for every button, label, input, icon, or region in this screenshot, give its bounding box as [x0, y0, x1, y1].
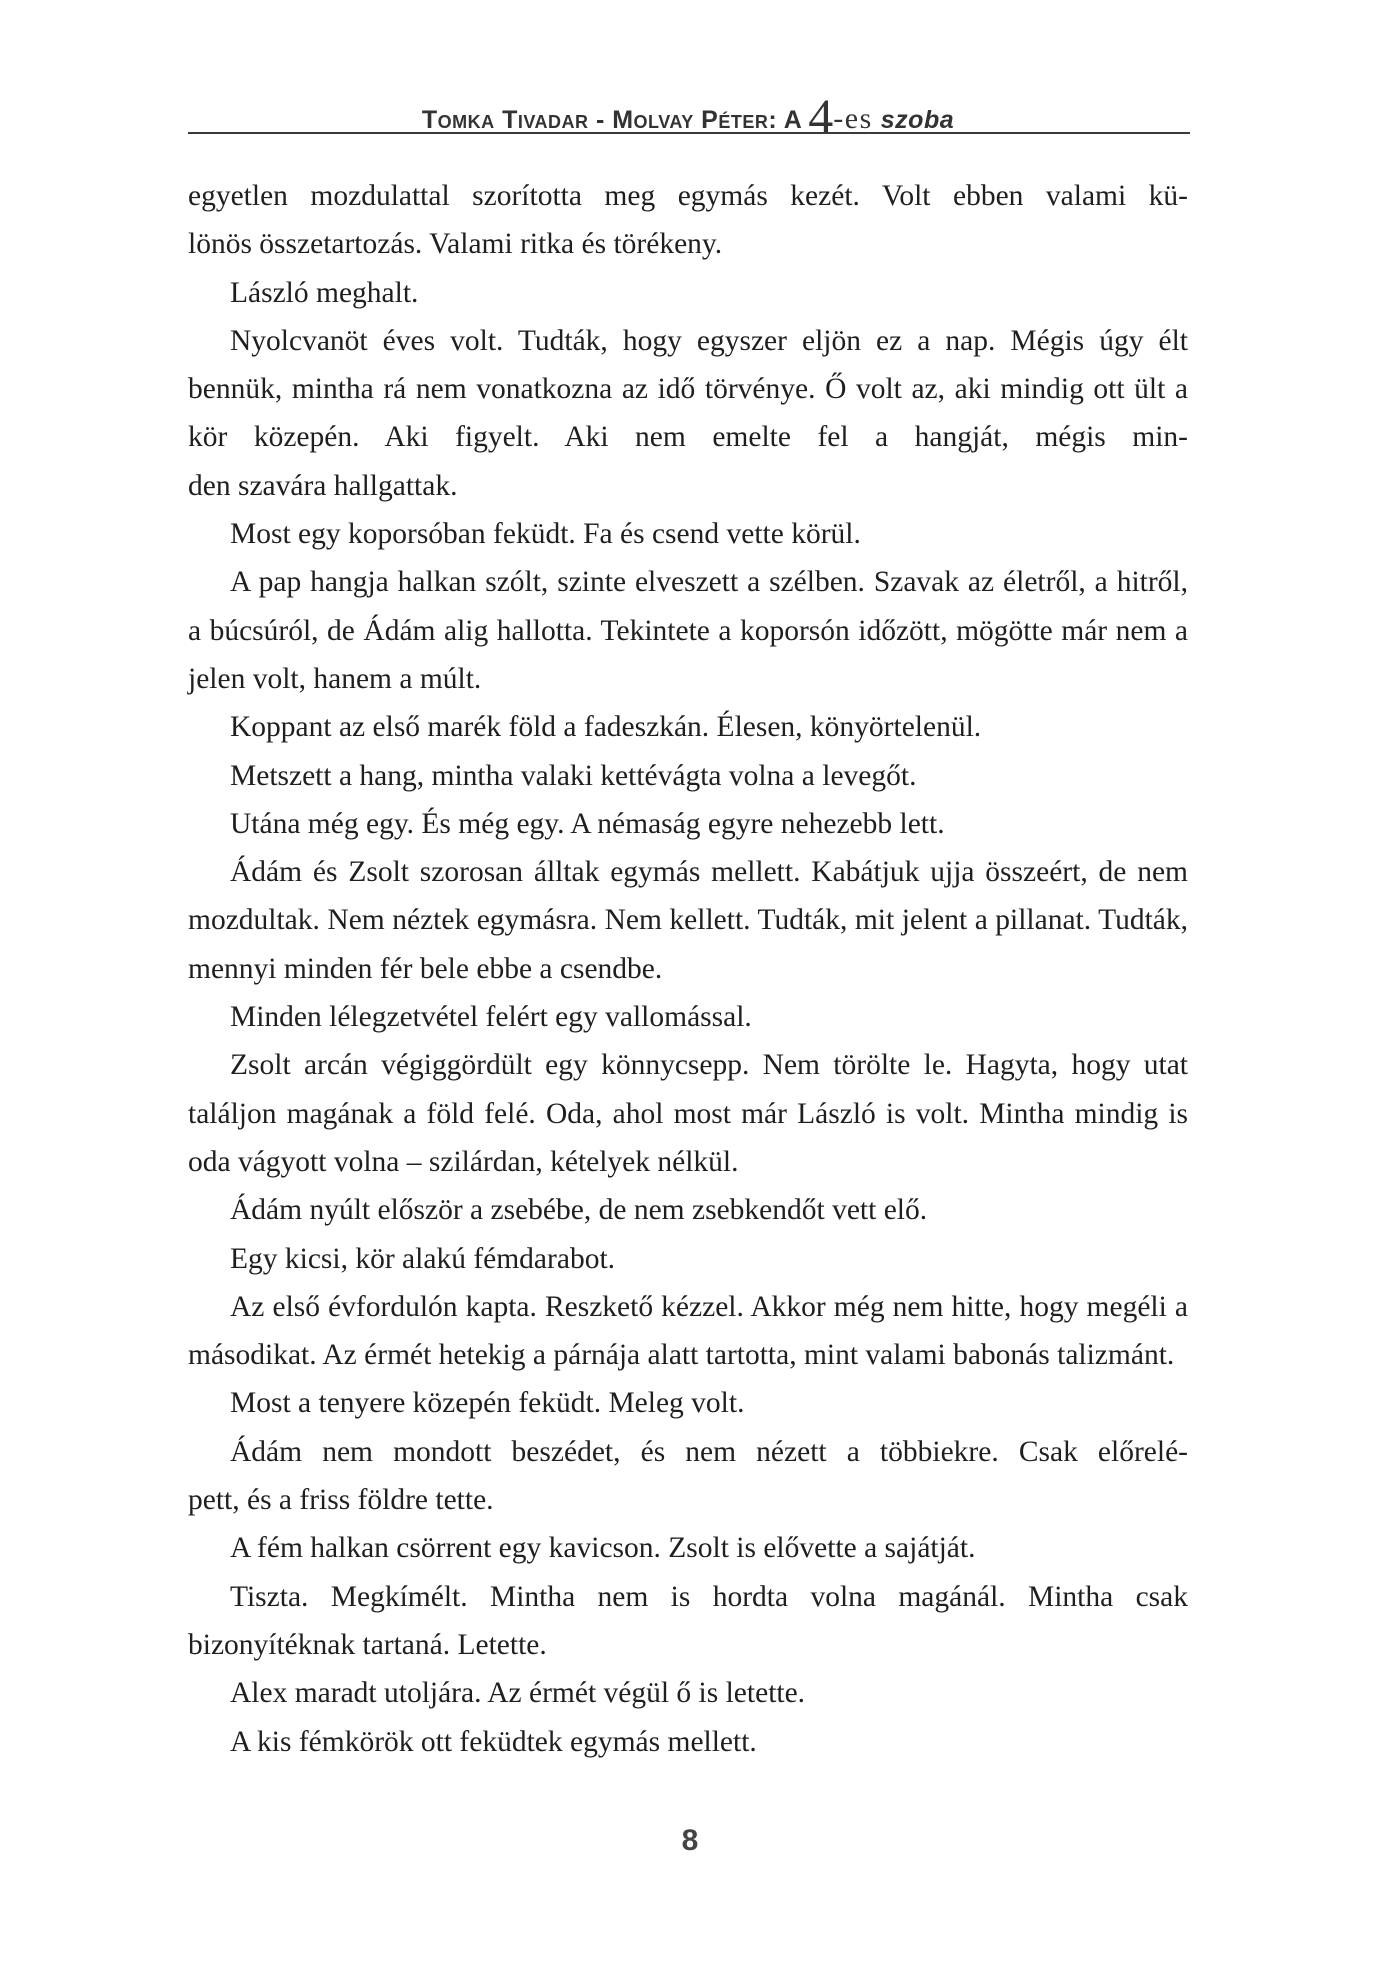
paragraph: Most egy koporsóban feküdt. Fa és csend vette körül.	[230, 518, 861, 551]
paragraph: Ádám nyúlt először a zsebébe, de nem zsebkendőt vett elő.	[230, 1194, 928, 1227]
header-title-word: szoba	[880, 106, 955, 134]
paragraph: László meghalt.	[230, 276, 419, 309]
paragraph: Nyolcvanöt éves volt. Tudták, hogy egyszer eljön ez a nap. Mégis úgy élt bennük, mintha rá nem vonatkozna az idő törvénye. Ő volt az, aki mindig ott ült a kör közepén. Aki figyelt. Aki nem emelte fel a hangját, mégis min-	[188, 324, 1188, 454]
paragraph: egyetlen mozdulattal szorította meg egymás kezét. Volt ebben valami kü-	[188, 180, 1188, 212]
paragraph: A pap hangja halkan szólt, szinte elveszett a szélben. Szavak az életről, a hitről, a búcsúról, de Ádám alig hallotta. Tekintete a koporsón időzött, mögötte már nem a jelen volt, hanem a múlt.	[188, 566, 1188, 695]
page-body	[188, 172, 1188, 1766]
paragraph: Tiszta. Megkímélt. Mintha nem is hordta volna magánál. Mintha csak bizonyítéknak tartaná. Letette.	[188, 1580, 1188, 1661]
header-title-article: A	[783, 106, 803, 134]
paragraph: Egy kicsi, kör alakú fémdarabot.	[230, 1242, 616, 1275]
paragraph: Zsolt arcán végiggördült egy könnycsepp. Nem törölte le. Hagyta, hogy utat találjon magának a föld felé. Oda, ahol most már László is volt. Mintha mindig is oda vágyott volna – szilárdan, kételyek nélkül.	[188, 1049, 1188, 1178]
paragraph: Ádám nem mondott beszédet, és nem nézett a többiekre. Csak előrelé-	[230, 1435, 1188, 1468]
paragraph: Ádám és Zsolt szorosan álltak egymás mellett. Kabátjuk ujja összeért, de nem mozdultak. Nem néztek egymásra. Nem kellett. Tudták, mit jelent a pillanat. Tudták, mennyi minden fér bele ebbe a csendbe.	[188, 856, 1188, 985]
paragraph: Az első évfordulón kapta. Reszkető kézzel. Akkor még nem hitte, hogy megéli a másodikat. Az érmét hetekig a párnája alatt tartotta, mint valami babonás talizmánt.	[188, 1290, 1188, 1372]
paragraph: den szavára hallgattak.	[188, 469, 458, 502]
running-header	[188, 82, 1188, 144]
paragraph: pett, és a friss földre tette.	[188, 1484, 494, 1517]
paragraph: Minden lélegzetvétel felért egy vallomással.	[230, 1001, 752, 1034]
paragraph: Most a tenyere közepén feküdt. Meleg volt.	[230, 1387, 745, 1420]
paragraph: Metszett a hang, mintha valaki kettévágta volna a levegőt.	[230, 759, 917, 792]
paragraph: lönös összetartozás. Valami ritka és törékeny.	[188, 228, 723, 261]
page-number: 8	[681, 1824, 699, 1857]
header-title-suffix: -es	[833, 102, 873, 135]
header-title-number: 4	[808, 88, 834, 144]
paragraph: A kis fémkörök ott feküdtek egymás mellett.	[230, 1725, 757, 1758]
header-authors: Tomka Tivadar - Molvay Péter:	[421, 106, 778, 134]
paragraph: Utána még egy. És még egy. A némaság egyre nehezebb lett.	[230, 807, 945, 840]
paragraph: A fém halkan csörrent egy kavicson. Zsolt is elővette a sajátját.	[230, 1532, 976, 1565]
paragraph: Alex maradt utoljára. Az érmét végül ő is letette.	[230, 1677, 806, 1710]
paragraph: Koppant az első marék föld a fadeszkán. Élesen, könyörtelenül.	[230, 711, 982, 744]
header-divider	[188, 132, 1190, 134]
